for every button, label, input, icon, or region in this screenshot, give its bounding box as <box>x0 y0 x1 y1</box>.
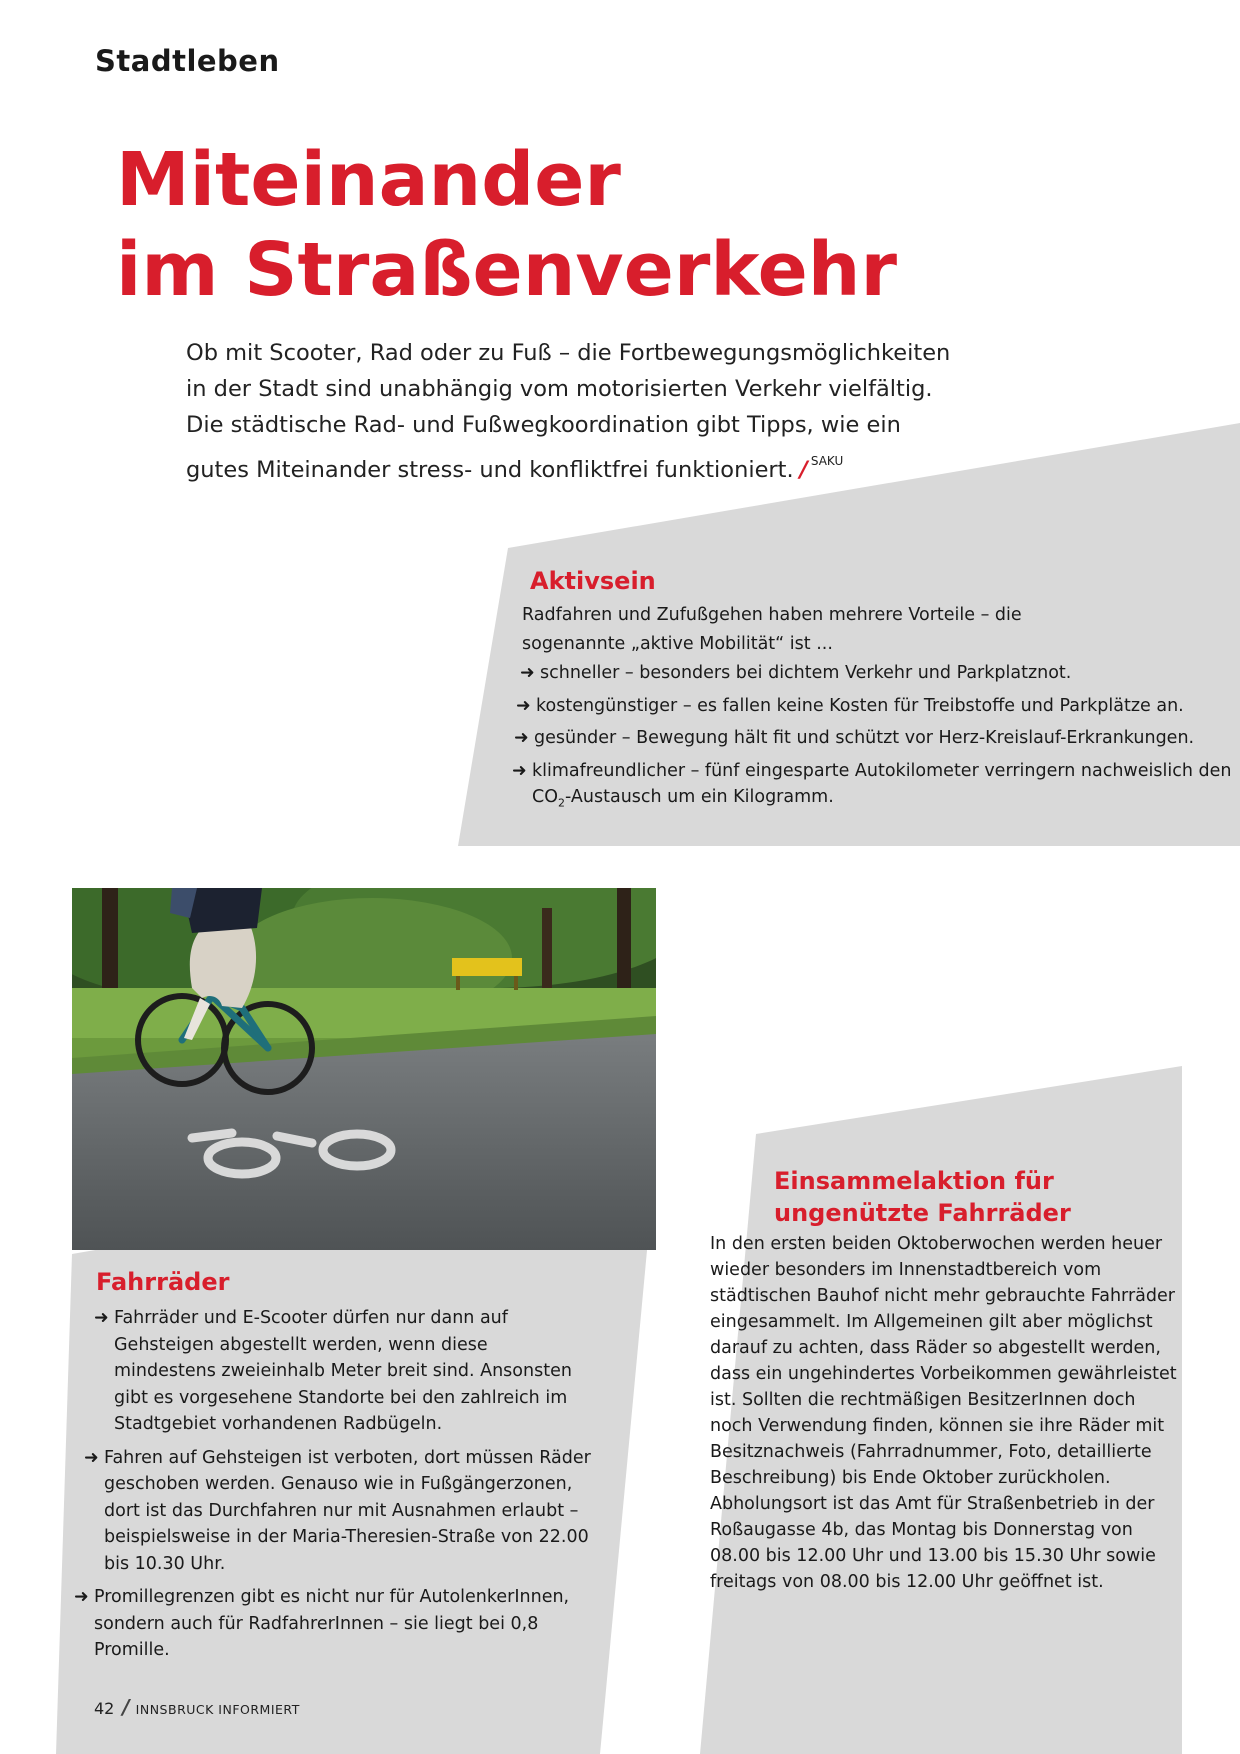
lead-text: Ob mit Scooter, Rad oder zu Fuß – die Fortbewegungsmöglichkeiten in der Stadt sind unabhängig vom motorisierten Verkehr vielfältig. Die städtische Rad- und Fußwegkoordination gibt Tipps, wie ein gutes Miteinander stress- und konfliktfrei funktioniert. <box>186 340 951 483</box>
fahrraeder-heading: Fahrräder <box>96 1268 230 1296</box>
list-item <box>516 693 1232 720</box>
aktivsein-heading: Aktivsein <box>530 567 656 595</box>
list-item-text: gesünder – Bewegung hält fit und schützt vor Herz-Kreislauf-Erkrankungen. <box>534 728 1195 748</box>
list-item-text: kostengünstiger – es fallen keine Kosten für Treibstoffe und Parkplätze an. <box>536 695 1184 716</box>
lead-paragraph <box>186 335 966 488</box>
list-item <box>520 660 1232 687</box>
arrow-right-icon: ➜ <box>516 695 531 716</box>
list-item-text: Fahren auf Gehsteigen ist verboten, dort müssen Räder geschoben werden. Genauso wie in Fußgängerzonen, dort ist das Durchfahren nur mit Ausnahmen erlaubt – beispielsweise in der Maria-Theresien-Straße von 22.00 bis 10.30 Uhr. <box>104 1447 591 1574</box>
arrow-right-icon: ➜ <box>94 1308 109 1328</box>
einsammelaktion-heading: Einsammelaktion für ungenützte Fahrräder <box>774 1167 1071 1227</box>
list-item <box>512 758 1232 818</box>
arrow-right-icon: ➜ <box>514 728 529 748</box>
list-item <box>94 1305 594 1438</box>
arrow-right-icon: ➜ <box>74 1587 89 1607</box>
list-item-text-end: -Austausch um ein Kilogramm. <box>565 787 834 807</box>
fahrraeder-list <box>74 1305 594 1671</box>
page-footer <box>94 1695 300 1719</box>
footer-slash-icon: / <box>122 1695 130 1719</box>
co2-subscript: 2 <box>558 796 565 810</box>
page-title: Miteinander im Straßenverkehr <box>116 137 897 313</box>
page-number: 42 <box>94 1699 115 1718</box>
list-item <box>84 1445 594 1578</box>
publication-name: INNSBRUCK INFORMIERT <box>135 1702 300 1717</box>
list-item <box>514 725 1232 752</box>
einsammelaktion-text: In den ersten beiden Oktoberwochen werden heuer wieder besonders im Innenstadtbereich vom städtischen Bauhof nicht mehr gebrauchte Fahrräder eingesammelt. Im Allgemeinen gilt aber möglichst darauf zu achten, dass Räder so abgestellt werden, dass ein ungehindertes Vorbeikommen gewährleistet ist. Sollten die rechtmäßigen BesitzerInnen doch noch Verwendung finden, können sie ihre Räder mit Besitznachweis (Fahrradnummer, Foto, detaillierte Beschreibung) bis Ende Oktober zurückholen. Abholungsort ist das Amt für Straßenbetrieb in der Roßaugasse 4b, das Montag bis Donnerstag von 08.00 bis 12.00 Uhr und 13.00 bis 15.30 Uhr sowie freitags von 08.00 bis 12.00 Uhr geöffnet ist. <box>710 1234 1177 1592</box>
list-item-text: Fahrräder und E-Scooter dürfen nur dann auf Gehsteigen abgestellt werden, wenn diese mindestens zweieinhalb Meter breit sind. Ansonsten gibt es vorgesehene Standorte bei den zahlreich im Stadtgebiet vorhandenen Radbügeln. <box>114 1308 572 1434</box>
list-item <box>74 1584 594 1664</box>
list-item-text: klimafreundlicher – fünf eingesparte Autokilometer verringern nachweislich den CO <box>532 760 1232 807</box>
author-credit: SAKU <box>810 454 844 468</box>
list-item-text: schneller – besonders bei dichtem Verkehr und Parkplatznot. <box>540 663 1072 683</box>
cyclist-photo-illustration <box>72 888 656 1250</box>
aktivsein-list <box>512 660 1232 823</box>
section-label: Stadtleben <box>95 44 280 78</box>
aktivsein-intro: Radfahren und Zufußgehen haben mehrere Vorteile – die sogenannte „aktive Mobilität“ ist ... <box>522 605 1022 654</box>
list-item-text: Promillegrenzen gibt es nicht nur für AutolenkerInnen, sondern auch für RadfahrerInnen – sie liegt bei 0,8 Promille. <box>94 1587 570 1660</box>
arrow-right-icon: ➜ <box>512 760 527 781</box>
arrow-right-icon: ➜ <box>84 1447 99 1468</box>
author-slash-icon: / <box>799 457 808 483</box>
cyclist-photo <box>72 888 656 1250</box>
arrow-right-icon: ➜ <box>520 663 535 683</box>
